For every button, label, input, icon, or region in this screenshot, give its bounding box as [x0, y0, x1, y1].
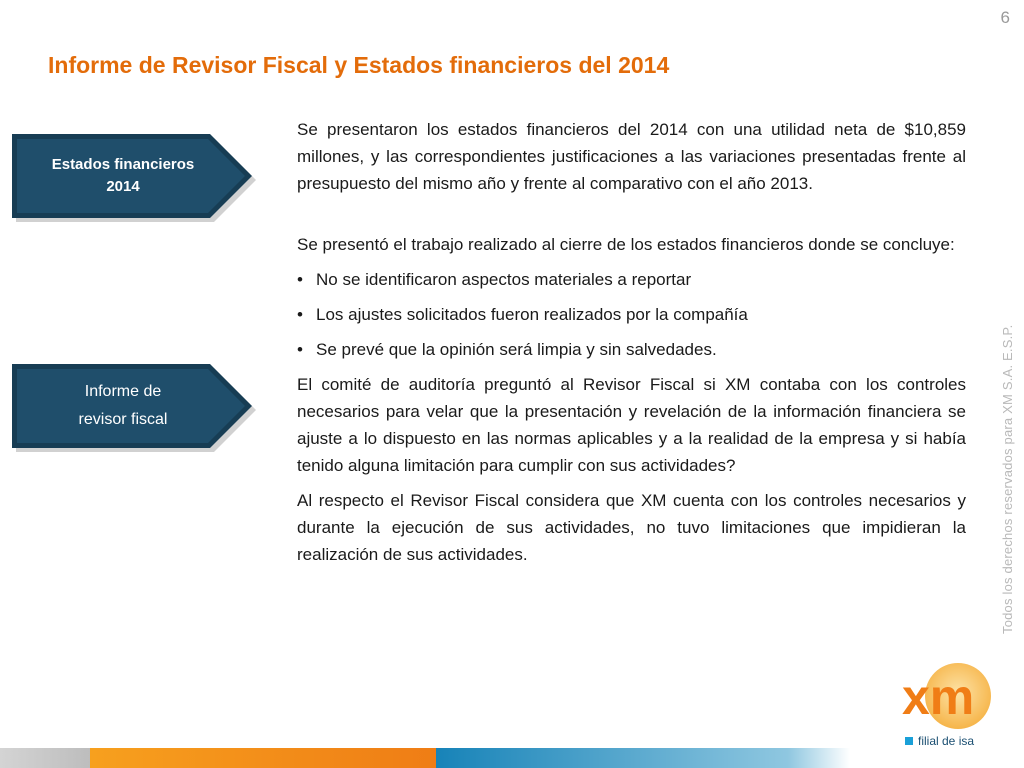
paragraph-audit-question: El comité de auditoría preguntó al Revisor Fiscal si XM contaba con los controles necesarios para velar que la presentación y revelación de la información financiera se ajuste a lo dispuesto en las normas aplicables y a la realidad de la empresa y si había tenido alguna limitación para cumplir con sus actividades? [297, 375, 966, 475]
page-title: Informe de Revisor Fiscal y Estados financieros del 2014 [48, 52, 670, 78]
list-item [297, 301, 966, 328]
box-label-line1: Informe de [84, 383, 162, 400]
box-label-line1: Estados financieros [51, 156, 195, 173]
bullet-icon: • [297, 305, 303, 324]
footer-bar-gray [0, 748, 90, 768]
estados-financieros-box [12, 130, 260, 222]
list-item [297, 336, 966, 363]
logo-tagline [905, 734, 974, 748]
list-item-text: Se prevé que la opinión será limpia y sin salvedades. [316, 340, 717, 359]
paragraph-closing-work: Se presentó el trabajo realizado al cierre de los estados financieros donde se concluye: [297, 235, 955, 254]
page-number: 6 [1000, 8, 1010, 27]
informe-revisor-box [12, 360, 260, 452]
footer-bar-orange [90, 748, 436, 768]
logo-text: xm [902, 669, 975, 725]
body-text [297, 116, 966, 568]
square-icon [905, 737, 913, 745]
footer-bar-blue [436, 748, 850, 768]
box-label-line2: revisor fiscal [78, 411, 168, 428]
paragraph-financial-statements: Se presentaron los estados financieros del 2014 con una utilidad neta de $10,859 millones, y las correspondientes justificaciones a las variaciones presentadas frente al presupuesto del mismo año y frente al comparativo con el año 2013. [297, 120, 966, 193]
paragraph-fiscal-response: Al respecto el Revisor Fiscal considera que XM cuenta con los controles necesarios y durante la ejecución de sus actividades, no tuvo limitaciones que impidieran la realización de sus actividades. [297, 491, 966, 564]
box-label-line2: 2014 [106, 178, 140, 195]
list-item [297, 266, 966, 293]
logo-tagline-text: filial de isa [918, 734, 975, 748]
list-item-text: Los ajustes solicitados fueron realizados por la compañía [316, 305, 748, 324]
bullet-icon: • [297, 340, 303, 359]
conclusions-list [297, 266, 966, 363]
copyright-notice: Todos los derechos reservados para XM S.A. E.S.P. [1000, 324, 1015, 634]
bullet-icon: • [297, 270, 303, 289]
list-item-text: No se identificaron aspectos materiales a reportar [316, 270, 692, 289]
